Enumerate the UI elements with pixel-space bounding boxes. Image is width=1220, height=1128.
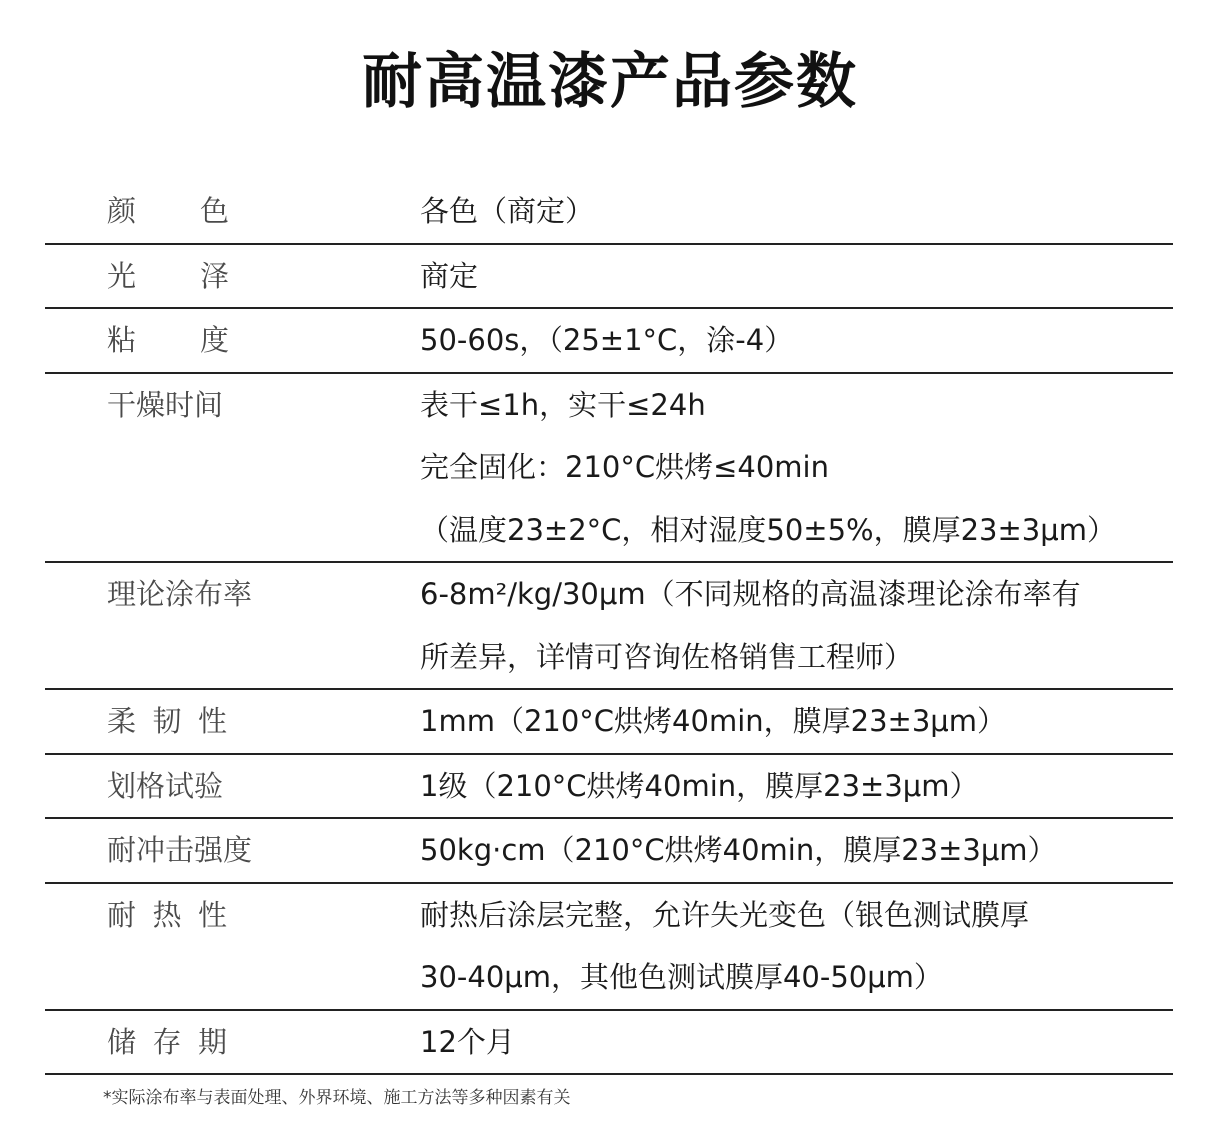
spec-label: 干燥时间	[107, 387, 224, 422]
spec-value-line: 耐热后涂层完整，允许失光变色（银色测试膜厚	[420, 897, 1030, 932]
spec-label-char: 颜	[107, 194, 137, 228]
spec-label	[45, 690, 357, 753]
spec-label	[45, 245, 357, 308]
spec-value-line: （温度23±2°C，相对湿度50±5%，膜厚23±3μm）	[420, 512, 1116, 547]
spec-value	[357, 690, 1173, 753]
spec-value-line: 各色（商定）	[420, 194, 595, 228]
spec-label-char: 性	[197, 704, 227, 738]
spec-value	[357, 1011, 1173, 1074]
spec-row	[45, 690, 1173, 755]
spec-value-line: 完全固化：210°C烘烤≤40min	[420, 450, 829, 484]
spec-row	[45, 755, 1173, 820]
spec-label: 耐冲击强度	[107, 833, 253, 867]
spec-value	[357, 374, 1173, 562]
spec-label-char: 光	[107, 258, 137, 293]
spec-value	[357, 245, 1173, 308]
spec-row	[45, 1011, 1173, 1076]
spec-label	[45, 884, 357, 1009]
spec-label-char: 性	[197, 897, 227, 932]
spec-row	[45, 245, 1173, 310]
spec-row	[45, 884, 1173, 1011]
spec-value-line: 商定	[420, 258, 479, 293]
spec-label-char: 柔	[107, 704, 137, 738]
spec-label-char: 耐	[107, 897, 137, 932]
spec-label	[45, 180, 357, 243]
spec-label-char: 粘	[107, 323, 137, 357]
page-title: 耐高温漆产品参数	[362, 47, 858, 117]
spec-row	[45, 563, 1173, 690]
spec-row	[45, 819, 1173, 884]
spec-value	[357, 884, 1173, 1009]
spec-value-line: 30-40μm，其他色测试膜厚40-50μm）	[420, 960, 943, 994]
spec-value	[357, 819, 1173, 882]
spec-value	[357, 180, 1173, 243]
spec-label	[45, 309, 357, 372]
spec-label-char: 度	[199, 323, 229, 357]
spec-value-line: 50kg·cm（210°C烘烤40min，膜厚23±3μm）	[420, 833, 1057, 867]
spec-value	[357, 309, 1173, 372]
spec-row	[45, 374, 1173, 564]
spec-row	[45, 180, 1173, 245]
spec-label-char: 期	[197, 1024, 227, 1059]
spec-label-char: 存	[152, 1024, 182, 1059]
spec-value-line: 1级（210°C烘烤40min，膜厚23±3μm）	[420, 768, 979, 803]
spec-value-line: 6-8m²/kg/30μm（不同规格的高温漆理论涂布率有	[420, 577, 1081, 611]
spec-value	[357, 563, 1173, 688]
spec-label-char: 韧	[152, 704, 182, 738]
spec-row	[45, 309, 1173, 374]
spec-value-line: 表干≤1h，实干≤24h	[420, 387, 706, 422]
spec-value-line: 所差异，详情可咨询佐格销售工程师）	[420, 639, 914, 674]
spec-label-char: 色	[199, 194, 229, 228]
spec-label: 理论涂布率	[107, 577, 253, 611]
spec-label-char: 储	[107, 1024, 137, 1059]
spec-value-line: 12个月	[420, 1024, 515, 1059]
spec-table	[45, 180, 1173, 1075]
spec-label	[45, 1011, 357, 1074]
spec-label-char: 热	[152, 897, 182, 932]
spec-label-char: 泽	[199, 258, 229, 293]
footnote: *实际涂布率与表面处理、外界环境、施工方法等多种因素有关	[103, 1088, 571, 1108]
spec-value	[357, 755, 1173, 818]
spec-value-line: 1mm（210°C烘烤40min，膜厚23±3μm）	[420, 704, 1006, 738]
spec-value-line: 50-60s，（25±1°C，涂-4）	[420, 323, 794, 357]
spec-label: 划格试验	[107, 768, 224, 803]
